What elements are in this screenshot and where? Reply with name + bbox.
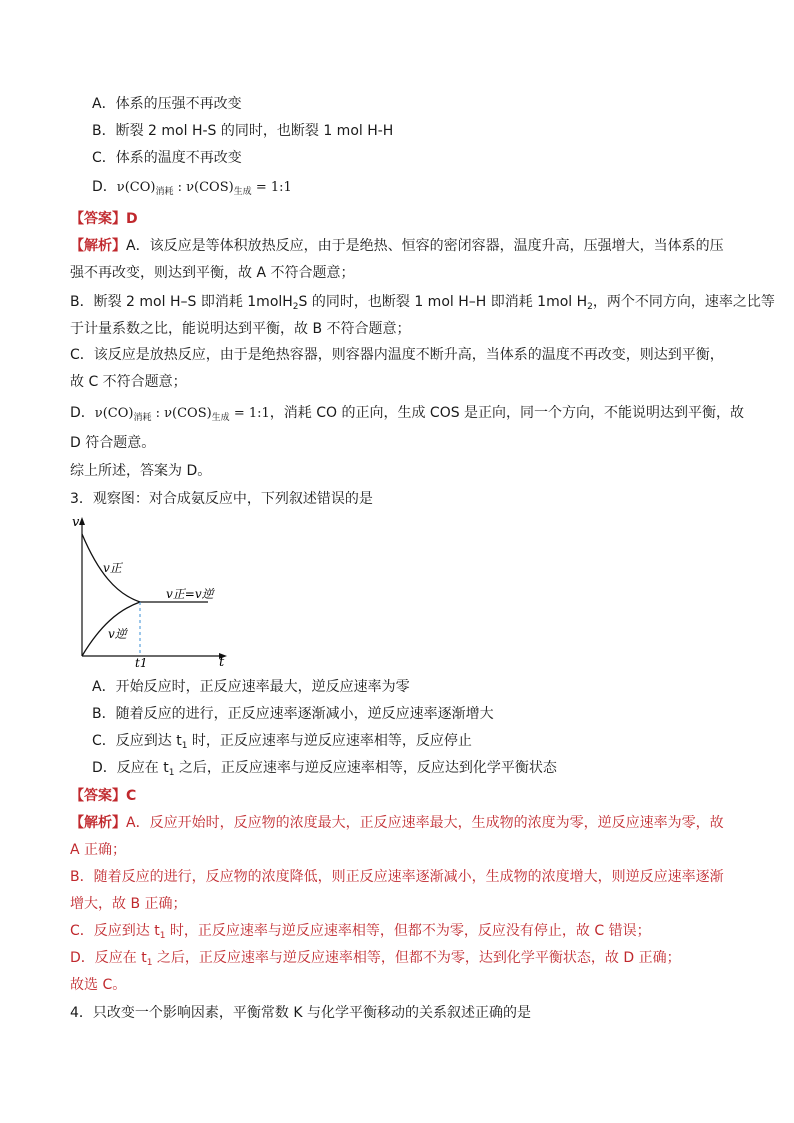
q3-option-d-sub: 1 <box>168 768 175 778</box>
q3-analysis-d-post: 之后，正反应速率与逆反应速率相等，但都不为零，达到化学平衡状态，故 D 正确； <box>152 950 681 966</box>
q3-option-b: B．随着反应的进行，正反应速率逐渐减小，逆反应速率逐渐增大 <box>92 706 494 722</box>
q2-analysis-a1: A．该反应是等体积放热反应，由于是绝热、恒容的密闭容器，温度升高，压强增大，当体系的压 <box>126 238 724 254</box>
q2-answer-value: D <box>126 211 138 227</box>
q2-analysis-d1-label: D． <box>70 405 95 421</box>
q2-analysis-d1-post: ，消耗 CO 的正向，生成 COS 是正向，同一个方向，不能说明达到平衡，故 <box>269 405 745 421</box>
q3-analysis-c <box>70 921 651 941</box>
q2-analysis-d1-ratio: = 1:1 <box>229 406 270 421</box>
q2-analysis-b-line1 <box>70 292 775 312</box>
q3-stem: 3．观察图：对合成氨反应中，下列叙述错误的是 <box>70 491 373 507</box>
q2-analysis-d-line1 <box>70 403 744 424</box>
q2-option-d-nu-2: ν <box>186 180 195 195</box>
q3-analysis-a-line1 <box>70 813 724 833</box>
equilibrium-label: v正=v逆 <box>166 587 214 601</box>
q3-option-d <box>92 758 557 778</box>
q2-option-d-sub-consume: 消耗 <box>155 187 174 197</box>
q3-analysis-a1: A．反应开始时，反应物的浓度最大，正反应速率最大，生成物的浓度为零，逆反应速率为零，故 <box>126 815 724 831</box>
q3-option-d-post: 之后，正反应速率与逆反应速率相等，反应达到化学平衡状态 <box>174 760 557 776</box>
q3-analysis-c-pre: C．反应到达 t <box>70 923 160 939</box>
q2-summary: 综上所述，答案为 D。 <box>70 463 212 479</box>
q2-option-d <box>92 177 292 198</box>
q2-analysis-b1-mid: S 的同时，也断裂 1 mol H–H 即消耗 1mol H <box>298 294 588 310</box>
reverse-rate-label: v逆 <box>108 627 127 641</box>
y-axis-arrow <box>79 517 85 525</box>
q2-option-d-colon: : <box>173 180 187 195</box>
q3-analysis-label: 【解析】 <box>70 815 126 831</box>
q3-analysis-c-post: 时，正反应速率与逆反应速率相等，但都不为零，反应没有停止，故 C 错误； <box>165 923 651 939</box>
q2-analysis-c-line2: 故 C 不符合题意； <box>70 374 187 390</box>
q3-answer <box>70 786 136 806</box>
q2-answer <box>70 209 138 229</box>
q3-choose: 故选 C。 <box>70 977 127 993</box>
q2-analysis-d1-co: (CO) <box>102 406 134 421</box>
q2-analysis-a-line1 <box>70 236 724 256</box>
q3-analysis-b-line2: 增大，故 B 正确； <box>70 896 187 912</box>
q4-stem: 4．只改变一个影响因素，平衡常数 K 与化学平衡移动的关系叙述正确的是 <box>70 1005 531 1021</box>
q3-analysis-c-sub: 1 <box>159 931 166 941</box>
q3-option-c-post: 时，正反应速率与逆反应速率相等，反应停止 <box>187 733 472 749</box>
q3-answer-value: C <box>126 788 137 804</box>
q2-option-b: B．断裂 2 mol H-S 的同时，也断裂 1 mol H-H <box>92 123 394 139</box>
q3-rate-time-graph <box>70 514 232 670</box>
q2-analysis-b1-sub2: 2 <box>587 302 593 312</box>
q2-analysis-d1-nu: ν <box>94 406 103 421</box>
q2-analysis-d-line2: D 符合题意。 <box>70 435 156 451</box>
q2-analysis-d1-cos: (COS) <box>172 406 212 421</box>
q3-answer-label: 【答案】 <box>70 788 126 804</box>
q2-analysis-b1-sub1: 2 <box>292 302 299 312</box>
q2-analysis-c-line1: C．该反应是放热反应，由于是绝热容器，则容器内温度不断升高，当体系的温度不再改变，则达到平衡， <box>70 347 724 363</box>
q2-option-d-label: D． <box>92 179 117 195</box>
q2-analysis-d1-colon: : <box>151 406 165 421</box>
q3-analysis-d <box>70 948 681 968</box>
q2-analysis-d1-sub-consume: 消耗 <box>133 413 152 423</box>
q3-option-d-pre: D．反应在 t <box>92 760 169 776</box>
q3-option-a: A．开始反应时，正反应速率最大，逆反应速率为零 <box>92 679 410 695</box>
q2-analysis-b1-post: ，两个不同方向，速率之比等 <box>592 294 775 310</box>
x-axis-label: t <box>219 655 225 670</box>
q3-analysis-d-sub: 1 <box>146 958 153 968</box>
q2-option-d-nu: ν <box>116 180 125 195</box>
q3-analysis-d-pre: D．反应在 t <box>70 950 147 966</box>
q3-option-c-pre: C．反应到达 t <box>92 733 182 749</box>
q2-analysis-a-line2: 强不再改变，则达到平衡，故 A 不符合题意； <box>70 265 355 281</box>
q2-option-a: A．体系的压强不再改变 <box>92 96 242 112</box>
q2-analysis-b-line2: 于计量系数之比，能说明达到平衡，故 B 不符合题意； <box>70 321 411 337</box>
q3-analysis-b-line1: B．随着反应的进行，反应物的浓度降低，则正反应速率逐渐减小，生成物的浓度增大，则逆反应速率逐渐 <box>70 869 724 885</box>
q3-option-c-sub: 1 <box>181 741 188 751</box>
q2-option-d-co: (CO) <box>124 180 156 195</box>
t1-label: t1 <box>135 656 148 670</box>
q2-option-c: C．体系的温度不再改变 <box>92 150 242 166</box>
forward-rate-label: v正 <box>103 561 122 575</box>
q3-analysis-a-line2: A 正确； <box>70 842 127 858</box>
q2-analysis-d1-nu-2: ν <box>164 406 173 421</box>
q2-option-d-ratio: = 1:1 <box>251 180 292 195</box>
q2-analysis-b1-pre: B．断裂 2 mol H–S 即消耗 1molH <box>70 294 293 310</box>
q2-option-d-sub-produce: 生成 <box>233 187 252 197</box>
y-axis-label: v <box>72 515 80 530</box>
q2-analysis-d1-sub-produce: 生成 <box>211 413 230 423</box>
q3-option-c <box>92 731 472 751</box>
q2-answer-label: 【答案】 <box>70 211 126 227</box>
q2-option-d-cos: (COS) <box>194 180 234 195</box>
q2-analysis-label: 【解析】 <box>70 238 126 254</box>
